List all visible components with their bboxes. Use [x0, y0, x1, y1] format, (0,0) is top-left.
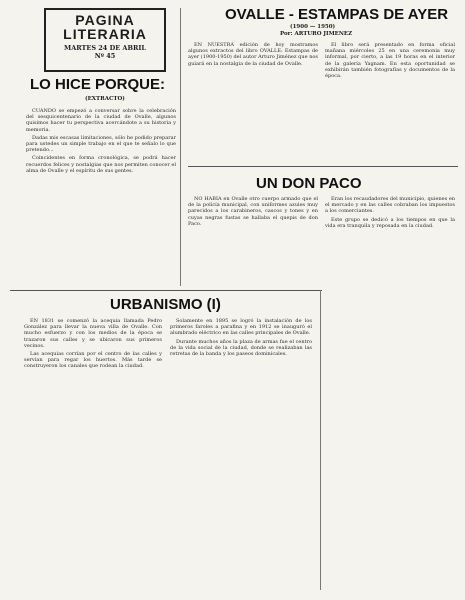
lo-hice-subtitle: (EXTRACTO): [85, 96, 125, 102]
column-divider: [180, 8, 181, 286]
lo-hice-paragraph: CUANDO se empezó a conversar sobre la celebración del sesquicentenario de la ciudad de Ovalle, algunos quisimos hacer tu perspectiva acercándote a su historia y memoria.: [26, 108, 176, 133]
don-paco-title: UN DON PACO: [256, 175, 362, 192]
ovalle-paragraph: EN NUESTRA edición de hoy mostramos algunos extractos del libro OVALLE: Estampas de ayer (1900-1950) del autor Arturo Jiménez que nos guiará en la nostalgia de la ciudad de Ovalle.: [188, 42, 318, 67]
masthead-title-line1: PAGINA: [75, 12, 135, 28]
urbanismo-paragraph: Las acequias corrían por el centro de las calles y servían para regar los huertos. Más tarde se construyeron los canales que rodean la ciudad.: [24, 351, 162, 370]
lo-hice-paragraph: Coincidentes en forma cronológica, se podrá hacer recuerdos felices y nostalgias que nos permiten conocer el alma de Ovalle y el espíritu de sus gentes.: [26, 155, 176, 174]
urbanismo-paragraph: EN 1831 se comenzó la acequia llamada Pedro González para llevar la nueva villa de Ovalle. Con mucho esfuerzo y con los medios de la época se trazaron sus calles y se ubicaron sus primeros vecinos.: [24, 318, 162, 349]
lo-hice-title: LO HICE PORQUE:: [30, 76, 166, 93]
urbanismo-body-col2: [170, 318, 312, 590]
lo-hice-body: [26, 108, 176, 276]
urbanismo-title: URBANISMO (I): [110, 296, 221, 313]
don-paco-paragraph: Este grupo se dedicó a los tiempos en que la vida era tranquila y reposada en la ciudad.: [325, 216, 455, 229]
don-paco-body-col1: [188, 196, 318, 288]
section-divider: [188, 166, 458, 167]
urbanismo-paragraph: Durante muchos años la plaza de armas fue el centro de la vida social de la ciudad, donde se realizaban las retretas de la banda y los paseos dominicales.: [170, 338, 312, 358]
ovalle-title: OVALLE - ESTAMPAS DE AYER: [225, 6, 449, 23]
lo-hice-paragraph: Dadas mis escasas limitaciones, sólo he podido preparar para ustedes un simple trabajo en el que te señalo lo que pretendo...: [26, 134, 176, 154]
section-divider: [10, 290, 322, 291]
masthead-date: MARTES 24 DE ABRIL: [64, 44, 146, 52]
masthead-number: Nº 45: [94, 52, 116, 60]
ovalle-byline: Por: ARTURO JIMENEZ: [280, 31, 353, 37]
urbanismo-paragraph: Solamente en 1895 se logró la instalación de los primeros faroles a parafina y en 1912 se inauguró el alumbrado eléctrico en las calles principales de Ovalle.: [170, 318, 312, 337]
don-paco-paragraph: NO HABIA en Ovalle otro cuerpo armado que el de la policía municipal, con uniformes azules muy parecidos a los carabineros, cascos y tones y en cuyas negras fustas se hallaba el quepis de don Paco.: [188, 196, 318, 227]
ovalle-body-col1: [188, 42, 318, 160]
ovalle-body-col2: [325, 42, 455, 160]
ovalle-years: (1900 — 1950): [290, 24, 336, 30]
ovalle-paragraph: El libro será presentado en forma oficial mañana miércoles 25 en una ceremonia muy informal, por cierto, a las 19 horas en el interior de la galería Yagnam. En esta oportunidad se exhibirán también fotografías y documentos de la época.: [325, 42, 455, 80]
masthead: [44, 8, 166, 72]
don-paco-paragraph: Eran los recaudadores del municipio, quienes en el mercado y en las calles cobraban los impuestos a los comerciantes.: [325, 196, 455, 215]
urbanismo-body-col1: [24, 318, 162, 590]
masthead-title-line2: LITERARIA: [63, 26, 147, 42]
don-paco-body-col2: [325, 196, 455, 586]
column-divider: [320, 290, 321, 590]
